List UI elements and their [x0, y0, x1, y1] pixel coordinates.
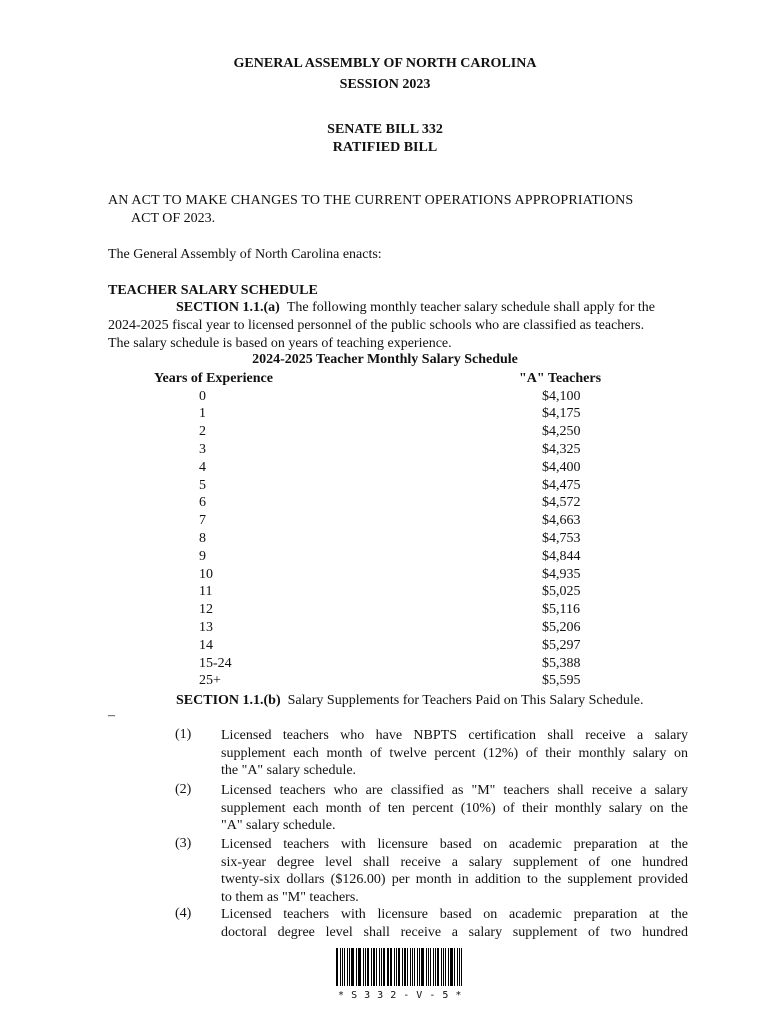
list-item-line: twenty-six dollars ($126.00) per month in addition to the supplement provided: [221, 872, 688, 888]
list-item-number: (4): [175, 906, 192, 921]
years-cell: 5: [199, 477, 206, 493]
bill-status: RATIFIED BILL: [332, 140, 438, 155]
session-title: SESSION 2023: [339, 77, 431, 92]
list-item-number: (2): [175, 782, 192, 797]
salary-cell: $4,100: [542, 388, 581, 404]
list-item-line: Licensed teachers who have NBPTS certification shall receive a salary: [221, 728, 688, 743]
list-item-line: six-year degree level shall receive a salary supplement of one hundred: [221, 854, 688, 870]
salary-cell: $5,206: [542, 619, 581, 635]
years-cell: 9: [199, 548, 206, 564]
table-row: [0, 530, 770, 548]
section-b-label: SECTION 1.1.(b): [176, 693, 281, 708]
table-row: [0, 566, 770, 584]
table-row: [0, 477, 770, 495]
table-row: [0, 512, 770, 530]
salary-cell: $4,400: [542, 459, 581, 475]
list-item-line: Licensed teachers who are classified as "M" teachers shall receive a salary: [221, 783, 688, 798]
barcode-image: [336, 948, 464, 986]
enacting-clause: The General Assembly of North Carolina enacts:: [108, 247, 382, 262]
section-a-line2: 2024-2025 fiscal year to licensed personnel of the public schools who are classified as teachers.: [108, 318, 645, 333]
years-cell: 4: [199, 459, 206, 475]
list-item-line: doctoral degree level shall receive a salary supplement of two hundred: [221, 924, 688, 940]
salary-cell: $5,388: [542, 655, 581, 671]
col-header-a-teachers: "A" Teachers: [519, 371, 602, 386]
salary-cell: $5,297: [542, 637, 581, 653]
table-row: [0, 672, 770, 690]
bill-number: SENATE BILL 332: [327, 122, 443, 137]
list-item-line: Licensed teachers with licensure based on academic preparation at the: [221, 907, 688, 922]
list-item-number: (1): [175, 727, 192, 742]
years-cell: 6: [199, 495, 206, 511]
years-cell: 0: [199, 388, 206, 404]
list-item-line: to them as "M" teachers.: [221, 889, 359, 905]
table-row: [0, 494, 770, 512]
table-row: [0, 388, 770, 406]
assembly-title: GENERAL ASSEMBLY OF NORTH CAROLINA: [233, 56, 537, 71]
years-cell: 15-24: [199, 655, 232, 671]
list-item-number: (3): [175, 836, 192, 851]
years-cell: 13: [199, 619, 213, 635]
list-item-line: "A" salary schedule.: [221, 818, 336, 834]
salary-cell: $5,116: [542, 602, 580, 618]
table-row: [0, 583, 770, 601]
salary-cell: $4,753: [542, 530, 581, 546]
table-row: [0, 459, 770, 477]
years-cell: 11: [199, 584, 213, 600]
salary-cell: $4,844: [542, 548, 581, 564]
table-row: [0, 601, 770, 619]
table-row: [0, 655, 770, 673]
section-a-line3: The salary schedule is based on years of teaching experience.: [108, 336, 452, 351]
years-cell: 14: [199, 637, 213, 653]
years-cell: 25+: [199, 673, 221, 689]
years-cell: 8: [199, 530, 206, 546]
years-cell: 7: [199, 513, 206, 529]
schedule-title: 2024-2025 Teacher Monthly Salary Schedule: [252, 352, 518, 367]
section-a-label: SECTION 1.1.(a): [176, 300, 280, 315]
col-header-years: Years of Experience: [154, 371, 273, 386]
section-b-text: Salary Supplements for Teachers Paid on This Salary Schedule.: [287, 693, 644, 708]
salary-cell: $5,025: [542, 584, 581, 600]
salary-cell: $4,935: [542, 566, 581, 582]
section-heading: TEACHER SALARY SCHEDULE: [108, 283, 318, 298]
list-item-line: the "A" salary schedule.: [221, 763, 357, 779]
salary-cell: $4,250: [542, 424, 581, 440]
table-row: [0, 441, 770, 459]
list-item-line: supplement each month of twelve percent (12%) of their monthly salary on: [221, 745, 688, 761]
section-b-line: [176, 692, 643, 710]
salary-cell: $4,572: [542, 495, 581, 511]
table-row: [0, 637, 770, 655]
barcode-text: * S 3 3 2 - V - 5 *: [338, 990, 462, 1001]
act-title-line1: AN ACT TO MAKE CHANGES TO THE CURRENT OPERATIONS APPROPRIATIONS: [108, 193, 634, 208]
act-title-line2: ACT OF 2023.: [131, 211, 216, 226]
salary-cell: $4,325: [542, 441, 581, 457]
list-item-line: Licensed teachers with licensure based on academic preparation at the: [221, 837, 688, 852]
table-row: [0, 548, 770, 566]
salary-cell: $5,595: [542, 673, 581, 689]
years-cell: 2: [199, 424, 206, 440]
table-row: [0, 619, 770, 637]
salary-cell: $4,175: [542, 406, 581, 422]
table-row: [0, 423, 770, 441]
list-item-line: supplement each month of ten percent (10%) of their monthly salary on the: [221, 800, 688, 816]
salary-cell: $4,475: [542, 477, 581, 493]
stray-mark: –: [108, 708, 115, 723]
section-a-text: The following monthly teacher salary schedule shall apply for the: [286, 300, 656, 315]
years-cell: 1: [199, 406, 206, 422]
salary-cell: $4,663: [542, 513, 581, 529]
section-a-line1: [176, 299, 688, 317]
years-cell: 12: [199, 602, 213, 618]
years-cell: 10: [199, 566, 213, 582]
table-row: [0, 405, 770, 423]
years-cell: 3: [199, 441, 206, 457]
